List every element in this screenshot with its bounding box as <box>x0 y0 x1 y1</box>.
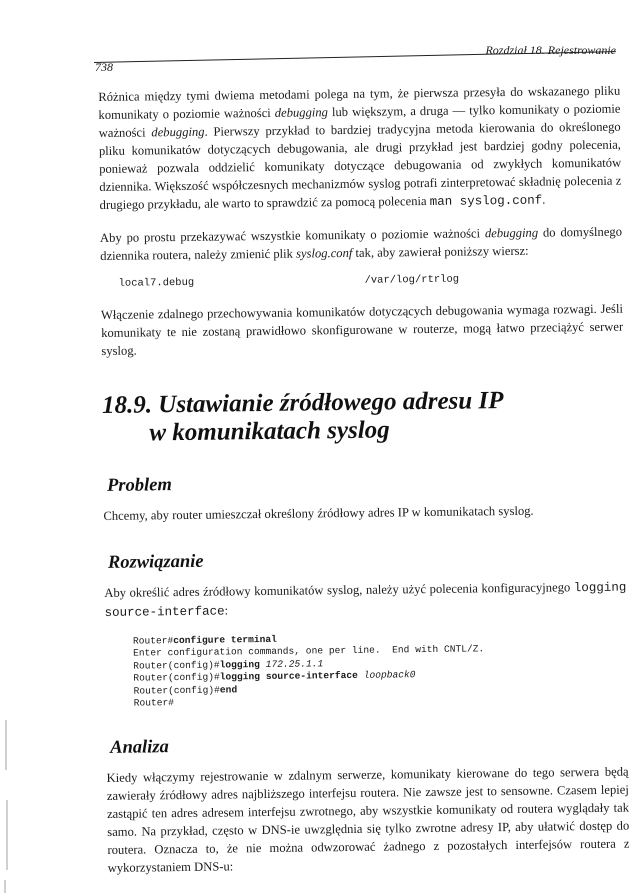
analysis-text: Kiedy włączymy rejestrowanie w zdalnym serwerze, komunikaty kierowane do tego serwera będą zawierały źródłowy adres najbliższego interfejsu routera. Nie zawsze jest to sensowne. Czasem lepiej zastąpić ten adres adresem interfejsu zwrotnego, aby wszystkie komunikaty od routera wyglądały tak samo. Na przykład, często w DNS-ie uwzględnia się tylko zwrotne adresy IP, aby ułatwić dostęp do routera. Oznacza to, że nie można odwzorować żadnego z pozostałych interfejsów routera z wykorzystaniem DNS-u: <box>106 765 630 876</box>
page-number: 738 <box>95 60 113 74</box>
page-body <box>98 68 630 878</box>
inline-command: man syslog.conf <box>429 193 543 209</box>
config-selector: local7.debug <box>118 276 195 290</box>
solution-heading: Rozwiązanie <box>107 551 204 573</box>
solution-text <box>104 578 626 622</box>
section-number: 18.9. <box>101 391 153 419</box>
term-debugging: debugging <box>151 124 205 140</box>
file-name: syslog.conf <box>295 245 353 261</box>
router-code-block <box>133 630 628 710</box>
text-run: Aby po prostu przekazywać wszystkie komunikaty o poziomie ważności <box>99 226 486 245</box>
running-title: Rozdział 18. Rejestrowanie <box>485 43 616 57</box>
problem-heading: Problem <box>106 475 172 496</box>
term-debugging: debugging <box>274 105 329 120</box>
text-run: tak, aby zawierał poniższy wiersz: <box>352 243 529 260</box>
inline-command: logging source-interface <box>104 580 627 620</box>
code-line: Router#configure terminal <box>132 633 277 647</box>
analysis-heading: Analiza <box>110 737 169 759</box>
config-path: /var/log/rtrlog <box>364 273 460 287</box>
problem-text: Chcemy, aby router umieszczał określony źródłowy adres IP w komunikatach syslog. <box>103 503 534 523</box>
intro-paragraph-2 <box>100 223 622 265</box>
intro-paragraph-1 <box>98 82 622 215</box>
code-line: Router(config)#logging 172.25.1.1 <box>133 658 324 672</box>
code-line: Router(config)#logging source-interface loopback0 <box>133 669 416 684</box>
section-heading <box>102 386 625 448</box>
text-run: . Pierwszy przykład to bardziej tradycyjna metoda kierowania do określonego pliku komunikatów dotyczących debugowania, ale drugi przykład jest bardziej godny polecenia, ponieważ pozwala oddzielić komunikaty dotyczące debugowania od zwykłych komunikatów dziennika. Większość współczesnych mechanizmów syslog potrafi zinterpretować składnię polecenia z drugiego przykładu, ale warto to sprawdzić za pomocą polecenia <box>98 119 622 212</box>
text-run: . <box>542 192 546 207</box>
intro-paragraph-3: Włączenie zdalnego przechowywania komunikatów dotyczących debugowania wymaga rozwagi. Jeśli komunikaty te nie zostaną prawidłowo skonfigurowane w routerze, mogą łatwo przeciążyć serwer syslog. <box>100 301 624 358</box>
text-run: do domyślnego dziennika routera, należy zmienić plik <box>100 224 623 263</box>
scan-edge-marks <box>0 80 18 893</box>
section-title-line-1: Ustawianie źródłowego adresu IP <box>158 387 504 419</box>
term-debugging: debugging <box>484 225 539 241</box>
text-run: lub większym, a druga — tylko komunikaty o poziomie ważności <box>98 101 621 140</box>
section-title-line-2: w komunikatach syslog <box>149 416 390 447</box>
text-run: : <box>224 603 229 618</box>
code-line: Router# <box>133 697 175 709</box>
syslog-config-line <box>100 272 622 292</box>
code-line: Router(config)#end <box>133 683 238 697</box>
text-run: Aby określić adres źródłowy komunikatów syslog, należy użyć polecenia konfiguracyjnego <box>104 580 574 600</box>
text-run: Różnica między tymi dwiema metodami polega na tym, że pierwsza przesyła do wskazanego pliku komunikaty o poziomie ważności <box>98 83 621 122</box>
code-line: Enter configuration commands, one per line. End with CNTL/Z. <box>133 643 485 660</box>
